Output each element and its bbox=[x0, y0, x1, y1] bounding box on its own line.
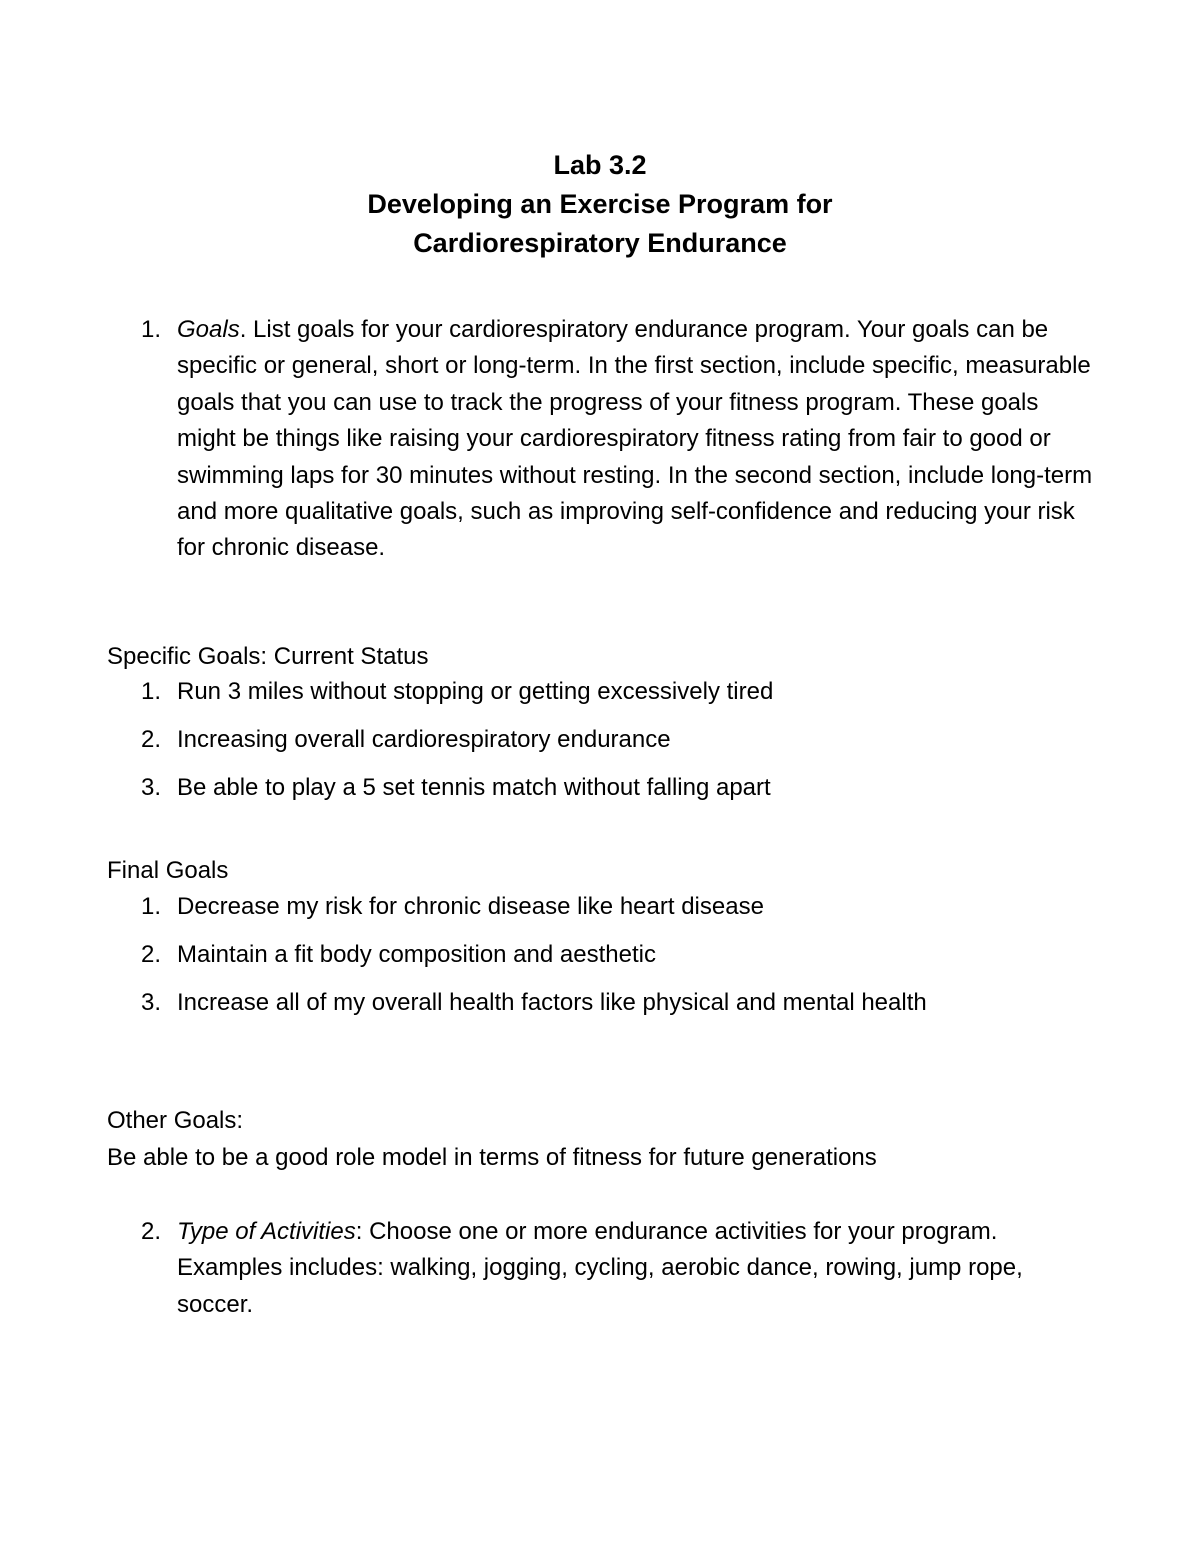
final-goals-heading: Final Goals bbox=[107, 857, 229, 884]
list-item: 3. Be able to play a 5 set tennis match without falling apart bbox=[141, 774, 771, 801]
specific-goals-heading: Specific Goals: Current Status bbox=[107, 643, 429, 670]
instruction-activities bbox=[141, 1214, 1101, 1323]
page-title: Developing an Exercise Program for bbox=[367, 189, 833, 219]
title-block bbox=[0, 146, 1200, 263]
list-item: 3. Increase all of my overall health factors like physical and mental health bbox=[141, 989, 927, 1016]
instruction-text: . List goals for your cardiorespiratory endurance program. Your goals can be specific or general, short or long-term. In the first section, include specific, measurable goals that you can use to track the progress of your fitness program. These goals might be things like raising your cardiorespiratory fitness rating from fair to good or swimming laps for 30 minutes without resting. In the second section, include long-term and more qualitative goals, such as improving self-confidence and reducing your risk for chronic disease. bbox=[177, 316, 1093, 562]
instruction-body bbox=[177, 312, 1101, 567]
instruction-number: 1. bbox=[141, 316, 162, 343]
instruction-body bbox=[177, 1214, 1101, 1323]
final-goals-list bbox=[141, 891, 927, 1035]
instruction-goals bbox=[141, 312, 1101, 567]
list-item: 2. Increasing overall cardiorespiratory endurance bbox=[141, 726, 671, 753]
page-subtitle: Cardiorespiratory Endurance bbox=[413, 228, 787, 258]
instruction-lead: Type of Activities bbox=[177, 1218, 356, 1245]
other-goals-text: Be able to be a good role model in terms of fitness for future generations bbox=[107, 1144, 877, 1171]
list-item: 1. Decrease my risk for chronic disease like heart disease bbox=[141, 893, 764, 920]
specific-goals-list bbox=[141, 676, 773, 820]
list-item: 1. Run 3 miles without stopping or getting excessively tired bbox=[141, 678, 774, 705]
instruction-text: : Choose one or more endurance activities for your program. Examples includes: walking, jogging, cycling, aerobic dance, rowing, jump rope, soccer. bbox=[177, 1218, 1023, 1318]
list-item: 2. Maintain a fit body composition and aesthetic bbox=[141, 941, 656, 968]
instruction-lead: Goals bbox=[177, 316, 240, 343]
lab-number: Lab 3.2 bbox=[553, 150, 647, 180]
instruction-number: 2. bbox=[141, 1218, 162, 1245]
other-goals-heading: Other Goals: bbox=[107, 1107, 244, 1134]
